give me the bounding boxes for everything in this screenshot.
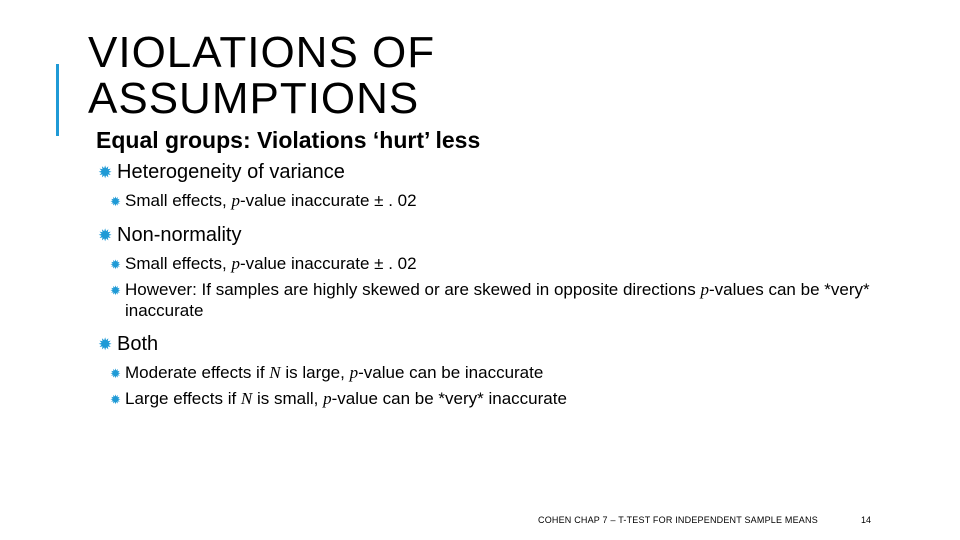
asterisk-bullet-icon: ✹ (110, 257, 121, 272)
asterisk-bullet-icon: ✹ (110, 283, 121, 298)
sub-bullet-large-effects (110, 388, 918, 410)
sub-bullet-small-effects-variance (110, 190, 918, 212)
bullet-non-normality (98, 222, 918, 249)
bullet-text: Small effects, p-value inaccurate ± . 02 (125, 254, 417, 273)
bullet-heterogeneity (98, 159, 918, 186)
asterisk-bullet-icon: ✹ (98, 163, 113, 182)
bullet-text: Small effects, p-value inaccurate ± . 02 (125, 191, 417, 210)
bullet-text: Both (117, 333, 159, 355)
bullet-text: Large effects if N is small, p-value can be *very* inaccurate (125, 389, 567, 408)
bullet-text: Non-normality (117, 224, 242, 246)
bullet-text: However: If samples are highly skewed or are skewed in opposite directions p-values can be *very* inaccurate (125, 280, 870, 320)
asterisk-bullet-icon: ✹ (110, 366, 121, 381)
asterisk-bullet-icon: ✹ (98, 226, 113, 245)
slide-footer: COHEN CHAP 7 – T-TEST FOR INDEPENDENT SAMPLE MEANS (538, 515, 818, 525)
bullet-list (98, 159, 918, 410)
bullet-both (98, 331, 918, 358)
sub-bullet-small-effects-normality (110, 253, 918, 275)
page-number: 14 (861, 515, 872, 525)
asterisk-bullet-icon: ✹ (110, 392, 121, 407)
title-accent-bar (56, 64, 59, 136)
bullet-text: Moderate effects if N is large, p-value can be inaccurate (125, 363, 544, 382)
asterisk-bullet-icon: ✹ (98, 335, 113, 354)
sub-bullet-skewed-samples (110, 279, 918, 321)
bullet-text: Heterogeneity of variance (117, 161, 345, 183)
slide-subtitle: Equal groups: Violations ‘hurt’ less (96, 127, 481, 153)
slide-title (88, 30, 435, 122)
title-line-2: ASSUMPTIONS (88, 74, 420, 123)
asterisk-bullet-icon: ✹ (110, 194, 121, 209)
sub-bullet-moderate-effects (110, 362, 918, 384)
title-line-1: VIOLATIONS OF (88, 28, 436, 77)
